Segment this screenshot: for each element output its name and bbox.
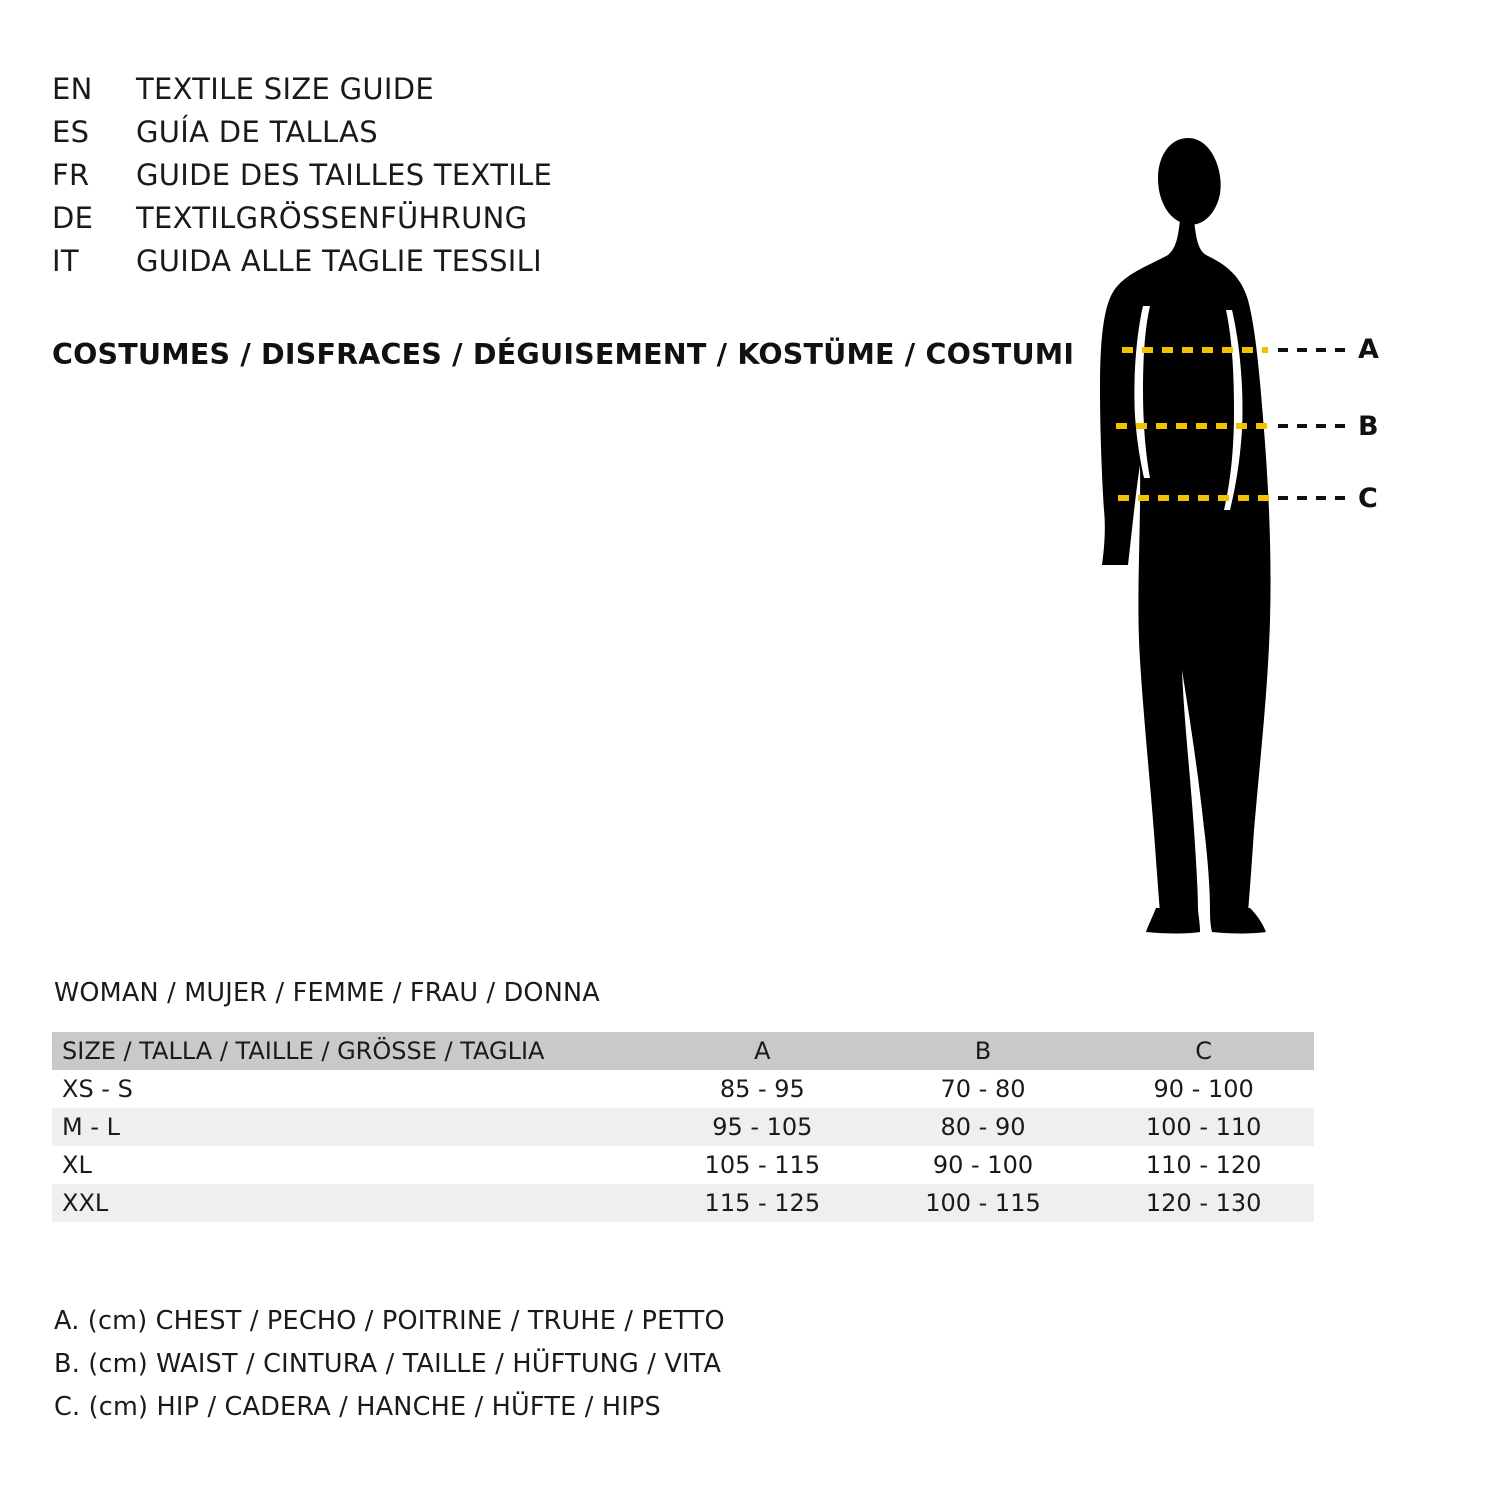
language-row [52, 72, 952, 115]
section-title: COSTUMES / DISFRACES / DÉGUISEMENT / KOSTÜME / COSTUMI [52, 338, 1075, 371]
size-table [52, 1032, 1314, 1222]
language-row [52, 201, 952, 244]
table-header-size: SIZE / TALLA / TAILLE / GRÖSSE / TAGLIA [62, 1037, 545, 1065]
cell-size: XS - S [62, 1075, 133, 1103]
measure-label-b: B [1358, 411, 1379, 442]
cell-size: XXL [62, 1189, 109, 1217]
language-code: FR [52, 158, 90, 192]
language-list [52, 72, 952, 287]
language-text: GUIDA ALLE TAGLIE TESSILI [136, 244, 542, 278]
measure-label-a: A [1358, 334, 1379, 365]
table-header-a: A [754, 1037, 771, 1065]
language-row [52, 244, 952, 287]
cell-a: 95 - 105 [712, 1113, 813, 1141]
footnote-chest: A. (cm) CHEST / PECHO / POITRINE / TRUHE / PETTO [54, 1306, 725, 1336]
cell-c: 90 - 100 [1153, 1075, 1254, 1103]
footnote-waist: B. (cm) WAIST / CINTURA / TAILLE / HÜFTUNG / VITA [54, 1349, 722, 1379]
language-code: ES [52, 115, 90, 149]
language-text: TEXTILE SIZE GUIDE [136, 72, 435, 106]
language-code: DE [52, 201, 94, 235]
cell-size: M - L [62, 1113, 120, 1141]
table-header-row [52, 1032, 1314, 1070]
table-row [52, 1108, 1314, 1146]
table-row [52, 1146, 1314, 1184]
language-code: EN [52, 72, 93, 106]
cell-b: 80 - 90 [940, 1113, 1026, 1141]
footnote-list [54, 1300, 1154, 1429]
cell-c: 100 - 110 [1145, 1113, 1262, 1141]
footnote-hip: C. (cm) HIP / CADERA / HANCHE / HÜFTE / HIPS [54, 1392, 661, 1422]
cell-size: XL [62, 1151, 92, 1179]
measure-label-c: C [1358, 483, 1378, 514]
language-text: GUIDE DES TAILLES TEXTILE [136, 158, 553, 192]
cell-c: 120 - 130 [1145, 1189, 1262, 1217]
table-header-c: C [1195, 1037, 1213, 1065]
language-text: TEXTILGRÖSSENFÜHRUNG [136, 201, 528, 235]
table-row [52, 1184, 1314, 1222]
table-header-b: B [974, 1037, 992, 1065]
cell-b: 100 - 115 [925, 1189, 1041, 1217]
table-body [52, 1070, 1314, 1222]
table-header [52, 1032, 1314, 1070]
cell-b: 90 - 100 [932, 1151, 1034, 1179]
language-row [52, 115, 952, 158]
table-caption: WOMAN / MUJER / FEMME / FRAU / DONNA [54, 978, 600, 1008]
cell-b: 70 - 80 [940, 1075, 1026, 1103]
cell-a: 115 - 125 [704, 1189, 821, 1217]
language-text: GUÍA DE TALLAS [136, 115, 378, 149]
language-row [52, 158, 952, 201]
cell-c: 110 - 120 [1145, 1151, 1262, 1179]
cell-a: 105 - 115 [704, 1151, 821, 1179]
table-row [52, 1070, 1314, 1108]
measurement-figure [1020, 60, 1440, 940]
cell-a: 85 - 95 [719, 1075, 805, 1103]
language-code: IT [52, 244, 79, 278]
